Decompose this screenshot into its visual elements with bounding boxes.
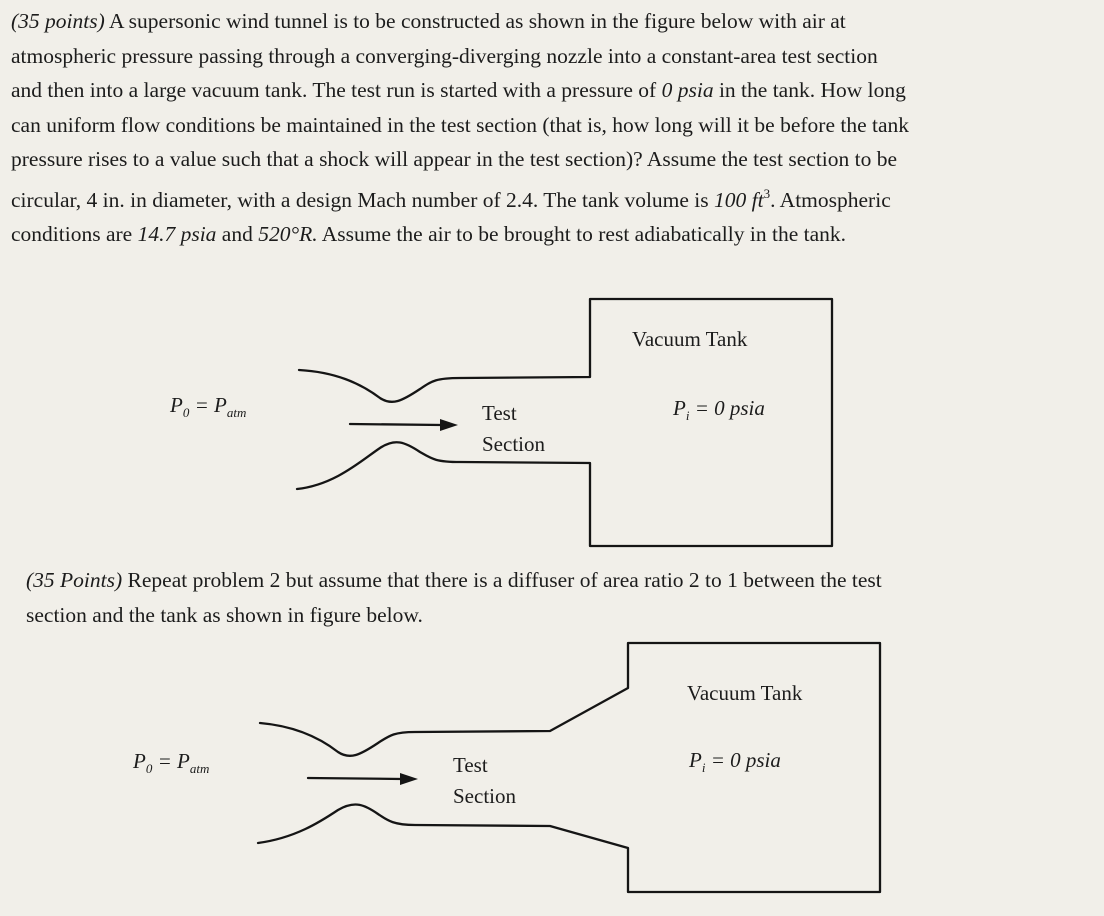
problem-1-points: (35 points): [11, 9, 105, 33]
problem-1-line-7: conditions are 14.7 psia and 520°R. Assume the air to be brought to rest adiabatically in the tank.: [11, 222, 847, 246]
fig1-pi-label: $P_i = 0$ psia: [673, 396, 765, 424]
fig2-test-section-label: Test Section: [453, 753, 516, 808]
fig2-pi-label: $P_i = 0$ psia: [689, 748, 781, 776]
fig1-test-section-label: Test Section: [482, 401, 545, 456]
problem-2-line-1: (35 Points) Repeat problem 2 but assume that there is a diffuser of area ratio 2 to 1 between the test: [26, 568, 882, 592]
fig1-p0-label: $P_0 = P_{atm}$: [170, 393, 247, 421]
fig1-vacuum-tank-label: Vacuum Tank: [632, 327, 748, 351]
fig2-flow-arrow-shaft: [308, 778, 402, 779]
problem-1-line-5: pressure rises to a value such that a shock will appear in the test section)? Assume the test section to be: [11, 147, 898, 171]
problem-1-line-6: circular, 4 in. in diameter, with a design Mach number of 2.4. The tank volume is 100 $ft^3$. Atmospheric: [11, 185, 891, 212]
problem-1-line-4: can uniform flow conditions be maintained in the test section (that is, how long will it be before the tank: [11, 112, 910, 137]
fig2-p0-label: $P_0 = P_{atm}$: [133, 749, 210, 777]
problem-2-line-2: section and the tank as shown in figure below.: [26, 602, 423, 627]
fig2-vacuum-tank-label: Vacuum Tank: [687, 681, 803, 705]
problem-1-line-1: (35 points) A supersonic wind tunnel is to be constructed as shown in the figure below with air at: [11, 9, 846, 33]
problem-1-line-2: atmospheric pressure passing through a converging-diverging nozzle into a constant-area test section: [11, 43, 878, 68]
problem-1-line-3: and then into a large vacuum tank. The test run is started with a pressure of 0 psia in the tank. How long: [11, 78, 906, 102]
fig2-flow-arrow-head: [400, 773, 418, 785]
problem-2-points: (35 Points): [26, 568, 123, 592]
